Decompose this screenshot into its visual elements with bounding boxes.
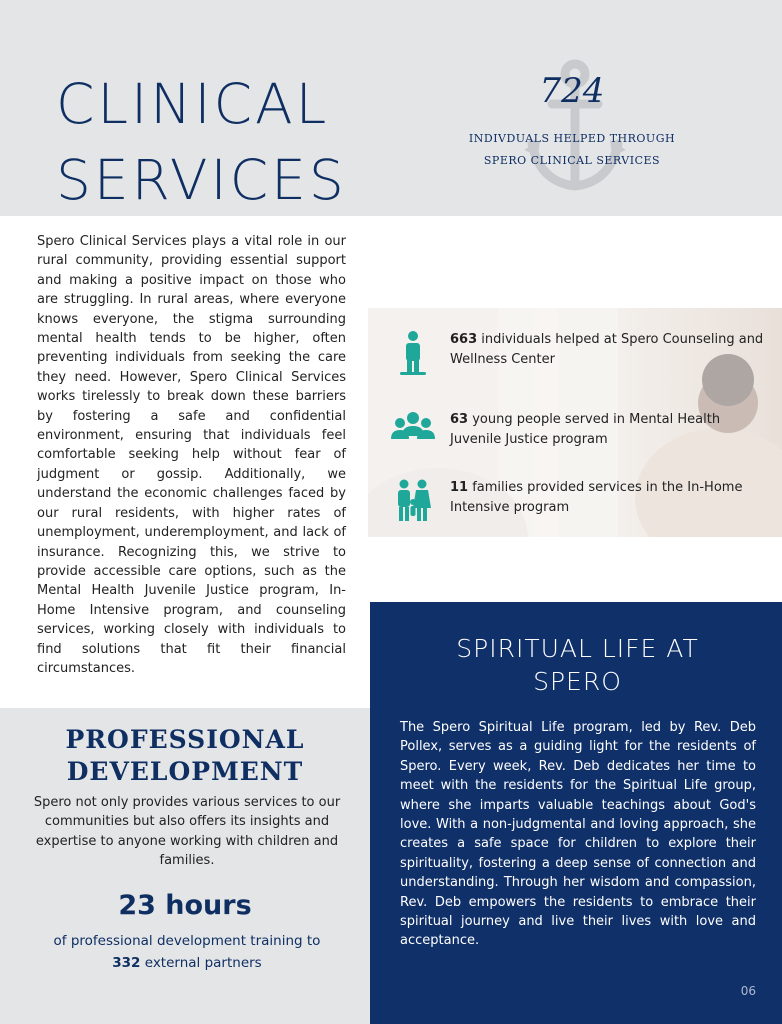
pd-partners-caption [30, 930, 344, 974]
sl-title-line1: SPIRITUAL LIFE AT [456, 634, 699, 663]
page-title-line1: CLINICAL [56, 72, 330, 136]
spiritual-life-title [400, 632, 755, 698]
pd-foot-prefix: of professional development training to [53, 933, 321, 949]
stat-label: young people served in Mental Health Juvenile Justice program [450, 412, 721, 447]
stat-row-juvenile-justice [368, 410, 782, 460]
family-icon [390, 478, 436, 524]
stat-row-in-home [368, 478, 782, 528]
pd-title-line2: DEVELOPMENT [66, 757, 304, 786]
stat-value: 63 [450, 412, 469, 427]
stat-total-value: 724 [539, 71, 605, 111]
stat-total-caption [460, 128, 684, 172]
pd-partners-value: 332 [112, 955, 141, 971]
stat-value: 11 [450, 480, 469, 495]
person-icon [390, 330, 436, 376]
intro-paragraph: Spero Clinical Services plays a vital role in our rural community, providing essential support and making a positive impact on those who are struggling. In rural areas, where everyone knows everyone, the stigma surrounding mental health tends to be higher, often preventing individuals from seeking the care they need. However, Spero Clinical Services works tirelessly to break down these barriers by fostering a safe and confidential environment, ensuring that individuals feel comfortable seeking help without fear of judgment or gossip. Additionally, we understand the economic challenges faced by our rural residents, with higher rates of unemployment, underemployment, and lack of insurance. Recognizing this, we strive to provide accessible care options, such as the Mental Health Juvenile Justice program, In-Home Intensive program, and counseling services, working closely with individuals to find solutions that fit their financial circumstances. [37, 234, 346, 676]
stat-value: 663 [450, 332, 478, 347]
pd-foot-suffix: external partners [140, 955, 262, 971]
stat-label: families provided services in the In-Home Intensive program [450, 480, 743, 515]
stat-label: individuals helped at Spero Counseling and Wellness Center [450, 332, 764, 367]
sl-title-line2: SPERO [533, 667, 622, 696]
page-number: 06 [740, 984, 756, 998]
page-title [56, 66, 356, 218]
page-title-line2: SERVICES [56, 148, 347, 212]
group-icon [390, 410, 436, 456]
stat-row-counseling [368, 330, 782, 380]
professional-development-title [30, 724, 340, 788]
professional-development-text: Spero not only provides various services to our communities but also offers its insights and expertise to anyone working with children and families. [33, 795, 341, 869]
pd-title-line1: PROFESSIONAL [65, 725, 305, 754]
stats-photo-panel [368, 308, 782, 537]
stat-caption-line1: INDIVDUALS HELPED THROUGH [468, 132, 676, 145]
stat-caption-line2: SPERO CLINICAL SERVICES [483, 154, 661, 167]
pd-hours-value: 23 hours [118, 890, 252, 921]
spiritual-life-text: The Spero Spiritual Life program, led by Rev. Deb Pollex, serves as a guiding light for the residents of Spero. Every week, Rev. Deb dedicates her time to meet with the residents for the Spiritual Life group, where she imparts valuable teachings about God's love. With a non-judgmental and loving approach, she creates a safe space for children to explore their spirituality, fostering a deep sense of connection and understanding. Through her wisdom and compassion, Rev. Deb empowers the residents to embrace their spiritual journey and live their lives with love and acceptance. [400, 720, 756, 949]
